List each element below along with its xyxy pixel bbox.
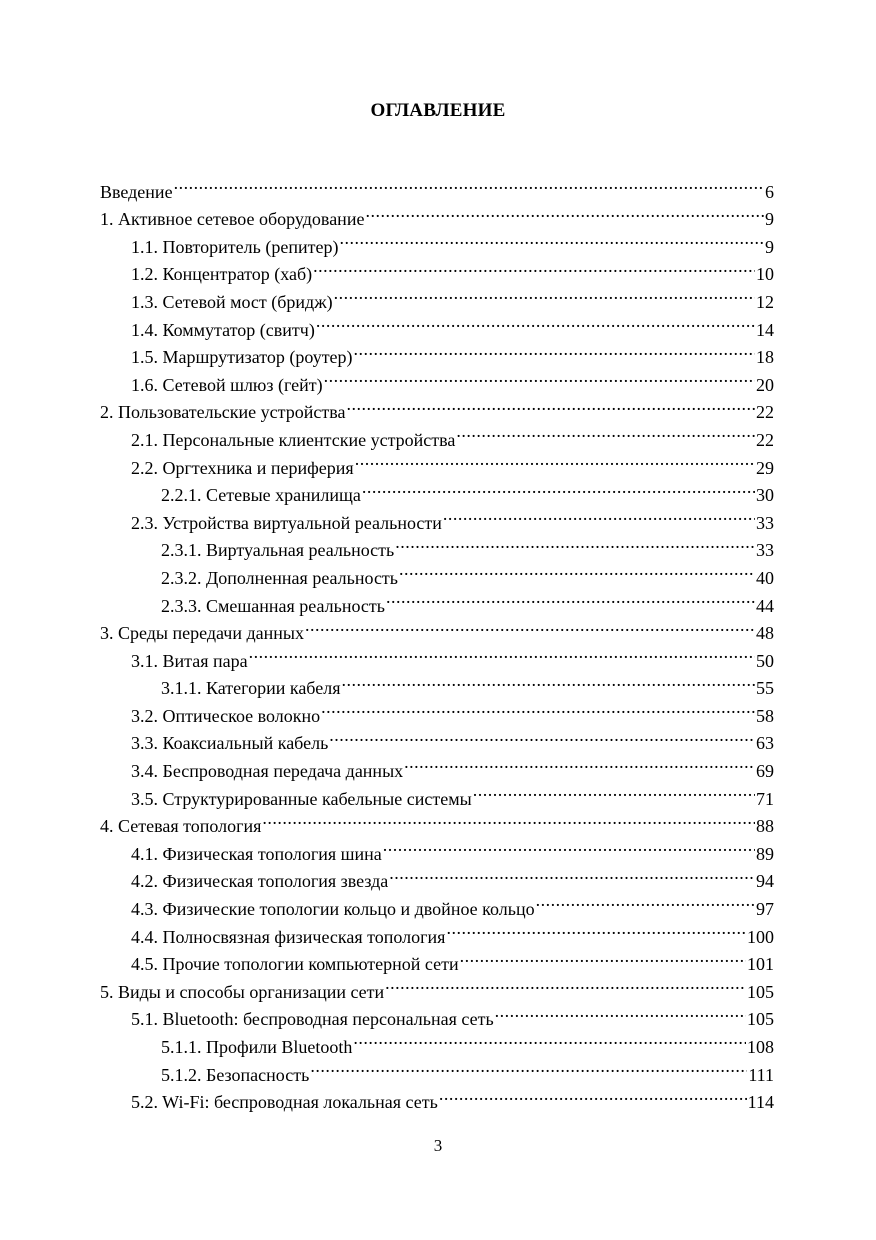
- toc-dot-leader: [389, 860, 755, 888]
- toc-dot-leader: [249, 639, 755, 667]
- toc-entry-page: 97: [756, 899, 774, 920]
- toc-entry-title: 5.2. Wi-Fi: беспроводная локальная сеть: [131, 1092, 438, 1113]
- page-title: ОГЛАВЛЕНИЕ: [370, 100, 506, 121]
- toc-dot-leader: [305, 612, 755, 640]
- toc-entry-page: 63: [756, 733, 774, 754]
- toc-dot-leader: [324, 363, 755, 391]
- toc-entry-page: 33: [756, 540, 774, 561]
- toc-entry-page: 33: [756, 512, 774, 533]
- toc-entry-page: 48: [756, 623, 774, 644]
- toc-entry-title: 2. Пользовательские устройства: [100, 402, 346, 423]
- toc-dot-leader: [460, 943, 746, 971]
- toc-dot-leader: [385, 970, 746, 998]
- toc-entry-page: 105: [747, 1009, 774, 1030]
- toc-entry-page: 114: [747, 1092, 774, 1113]
- toc-entry-page: 44: [756, 595, 774, 616]
- toc-dot-leader: [473, 777, 755, 805]
- toc-entry-title: 2.3.3. Смешанная реальность: [161, 595, 385, 616]
- toc-entry-title: 4.1. Физическая топология шина: [131, 843, 382, 864]
- toc-entry-page: 9: [765, 236, 774, 257]
- toc-entry-page: 50: [756, 650, 774, 671]
- toc-dot-leader: [495, 998, 746, 1026]
- toc-entry-page: 6: [765, 181, 774, 202]
- toc-entry-page: 94: [756, 871, 774, 892]
- toc-entry-title: 3.1. Витая пара: [131, 650, 248, 671]
- toc-entry-title: 1.1. Повторитель (репитер): [131, 236, 339, 257]
- toc-entry-title: 4.3. Физические топологии кольцо и двойное кольцо: [131, 899, 535, 920]
- toc-entry-page: 20: [756, 374, 774, 395]
- toc-entry-page: 40: [756, 567, 774, 588]
- toc-entry[interactable]: [100, 170, 774, 202]
- toc-entry-title: 5.1. Bluetooth: беспроводная персональная сеть: [131, 1009, 494, 1030]
- toc-entry-page: 29: [756, 457, 774, 478]
- toc-dot-leader: [321, 694, 755, 722]
- toc-dot-leader: [365, 198, 764, 226]
- toc-dot-leader: [439, 1081, 747, 1109]
- toc-entry-title: 5. Виды и способы организации сети: [100, 981, 385, 1002]
- toc-dot-leader: [313, 253, 755, 281]
- toc-dot-leader: [262, 805, 755, 833]
- toc-dot-leader: [339, 225, 764, 253]
- toc-entry-title: 4.5. Прочие топологии компьютерной сети: [131, 954, 459, 975]
- toc-entry-title: Введение: [100, 181, 173, 202]
- toc-entry-title: 3.3. Коаксиальный кабель: [131, 733, 329, 754]
- page-number: 3: [433, 1136, 443, 1155]
- toc-entry-title: 4. Сетевая топология: [100, 816, 262, 837]
- toc-entry-page: 18: [756, 347, 774, 368]
- toc-entry-page: 89: [756, 843, 774, 864]
- toc-entry-page: 101: [747, 954, 774, 975]
- toc-entry-page: 71: [756, 788, 774, 809]
- toc-entry-page: 100: [747, 926, 774, 947]
- toc-entry-title: 4.4. Полносвязная физическая топология: [131, 926, 446, 947]
- toc-entry-title: 2.1. Персональные клиентские устройства: [131, 429, 456, 450]
- toc-dot-leader: [383, 832, 755, 860]
- toc-entry-title: 3.5. Структурированные кабельные системы: [131, 788, 472, 809]
- toc-dot-leader: [346, 391, 755, 419]
- toc-entry-title: 3.2. Оптическое волокно: [131, 705, 321, 726]
- toc-entry-title: 2.3.2. Дополненная реальность: [161, 567, 399, 588]
- toc-entry-page: 105: [747, 981, 774, 1002]
- toc-entry-title: 5.1.1. Профили Bluetooth: [161, 1037, 353, 1057]
- toc-dot-leader: [362, 474, 755, 502]
- toc-dot-leader: [310, 1053, 747, 1081]
- toc-entry-title: 1.2. Концентратор (хаб): [131, 264, 313, 285]
- toc-entry-page: 111: [748, 1064, 774, 1085]
- toc-entry-title: 5.1.2. Безопасность: [161, 1064, 310, 1085]
- toc-dot-leader: [536, 887, 755, 915]
- toc-entry[interactable]: [100, 198, 774, 230]
- toc-entry-title: 3.4. Беспроводная передача данных: [131, 761, 404, 782]
- toc-entry-title: 2.3. Устройства виртуальной реальности: [131, 512, 442, 533]
- toc-entry-page: 22: [756, 429, 774, 450]
- toc-entry-title: 3. Среды передачи данных: [100, 623, 305, 644]
- toc-entry-page: 30: [756, 485, 774, 506]
- toc-entry-title: 1.6. Сетевой шлюз (гейт): [131, 374, 323, 395]
- toc-dot-leader: [329, 722, 755, 750]
- toc-dot-leader: [341, 667, 755, 695]
- toc-entry-page: 88: [756, 816, 774, 837]
- toc-dot-leader: [316, 308, 755, 336]
- toc-dot-leader: [399, 556, 755, 584]
- toc-dot-leader: [395, 529, 755, 557]
- toc-entry-page: 69: [756, 761, 774, 782]
- toc-dot-leader: [355, 446, 755, 474]
- toc-entry-title: 1.4. Коммутатор (свитч): [131, 319, 315, 340]
- toc-entry-page: 58: [756, 705, 774, 726]
- toc-entry-page: 55: [756, 678, 774, 699]
- toc-dot-leader: [456, 418, 755, 446]
- toc-dot-leader: [404, 749, 755, 777]
- toc-entry-title: 1.3. Сетевой мост (бридж): [131, 291, 333, 312]
- toc-entry-page: 10: [756, 264, 774, 285]
- toc-entry-title: 1.5. Маршрутизатор (роутер): [131, 347, 353, 368]
- toc-entry-page: 22: [756, 402, 774, 423]
- toc-dot-leader: [353, 1025, 746, 1053]
- toc-entry-title: 2.2. Оргтехника и периферия: [131, 457, 354, 478]
- toc-entry-title: 4.2. Физическая топология звезда: [131, 871, 389, 892]
- toc-entry-title: 2.2.1. Сетевые хранилища: [161, 485, 361, 506]
- toc-entry-page: 14: [756, 319, 774, 340]
- toc-entry-title: 3.1.1. Категории кабеля: [161, 678, 341, 699]
- toc-entry-title: 2.3.1. Виртуальная реальность: [161, 540, 395, 561]
- toc-entry-page: 9: [765, 209, 774, 230]
- toc-dot-leader: [334, 280, 755, 308]
- toc-entry-title: 1. Активное сетевое оборудование: [100, 209, 365, 230]
- toc-dot-leader: [446, 915, 746, 943]
- toc-dot-leader: [386, 584, 755, 612]
- toc-dot-leader: [443, 501, 755, 529]
- toc-entry-page: 108: [747, 1037, 774, 1057]
- toc-dot-leader: [174, 170, 764, 198]
- table-of-contents: [100, 170, 774, 1113]
- toc-dot-leader: [354, 336, 755, 364]
- toc-entry-page: 12: [756, 291, 774, 312]
